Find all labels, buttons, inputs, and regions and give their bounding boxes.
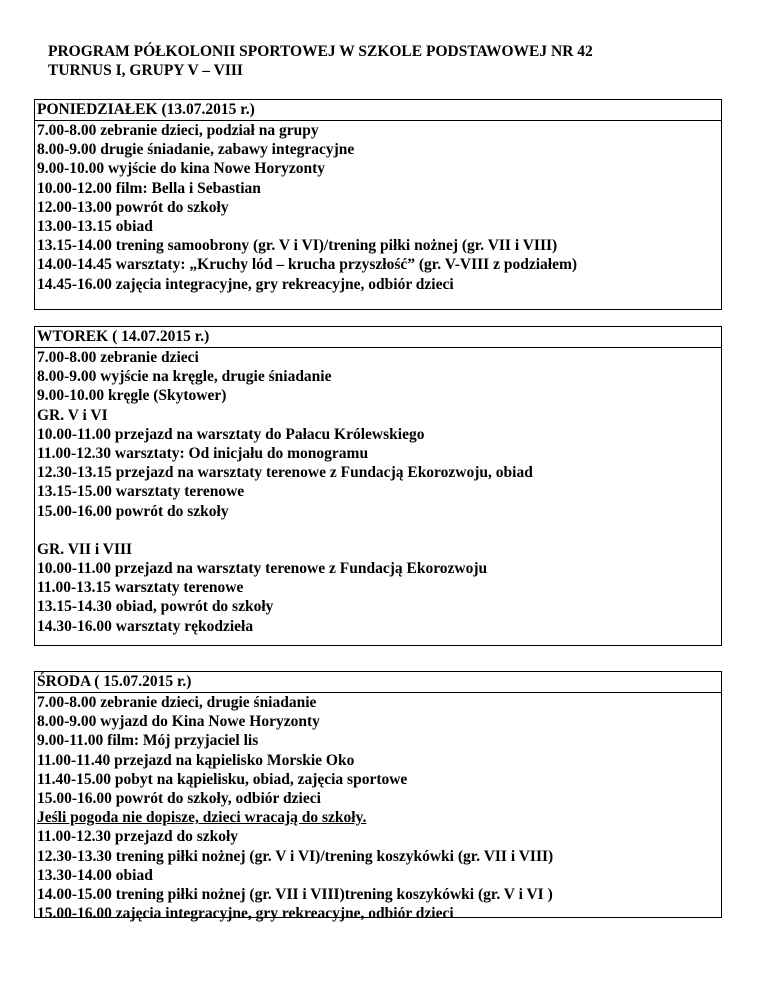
schedule-line: 10.00-12.00 film: Bella i Sebastian xyxy=(37,179,261,197)
schedule-line: 11.40-15.00 pobyt na kąpielisku, obiad, zajęcia sportowe xyxy=(37,770,408,788)
schedule-line: 8.00-9.00 wyjście na kręgle, drugie śniadanie xyxy=(37,368,332,386)
schedule-line: 9.00-10.00 wyjście do kina Nowe Horyzonty xyxy=(37,160,326,178)
schedule-line: 12.30-13.15 przejazd na warsztaty terenowe z Fundacją Ekorozwoju, obiad xyxy=(37,464,533,482)
schedule-line: 15.00-16.00 powrót do szkoły xyxy=(37,502,229,520)
schedule-line: 11.00-12.30 warsztaty: Od inicjału do monogramu xyxy=(37,445,369,463)
schedule-line: 9.00-11.00 film: Mój przyjaciel lis xyxy=(37,732,259,750)
spacer xyxy=(35,521,721,540)
schedule-line: 12.30-13.30 trening piłki nożnej (gr. V i VI)/trening koszykówki (gr. VII i VIII) xyxy=(37,847,554,865)
schedule-line: 7.00-8.00 zebranie dzieci xyxy=(37,349,199,366)
schedule-line: 9.00-10.00 kręgle (Skytower) xyxy=(37,387,227,405)
schedule-line: 13.00-13.15 obiad xyxy=(37,218,153,236)
schedule-line: 7.00-8.00 zebranie dzieci, drugie śniadanie xyxy=(37,694,317,711)
group-heading: GR. V i VI xyxy=(37,406,108,424)
document-title xyxy=(48,42,748,80)
schedule-line: 10.00-11.00 przejazd na warsztaty terenowe z Fundacją Ekorozwoju xyxy=(37,560,488,578)
schedule-line: 14.45-16.00 zajęcia integracyjne, gry rekreacyjne, odbiór dzieci xyxy=(37,275,454,293)
schedule-line: 10.00-11.00 przejazd na warsztaty do Pałacu Królewskiego xyxy=(37,425,425,443)
schedule-line: 8.00-9.00 drugie śniadanie, zabawy integracyjne xyxy=(37,141,355,159)
schedule-line: 11.00-13.15 warsztaty terenowe xyxy=(37,579,244,597)
rain-note: Jeśli pogoda nie dopisze, dzieci wracają do szkoły. xyxy=(37,809,367,827)
wednesday-header: ŚRODA ( 15.07.2015 r.) xyxy=(35,672,721,693)
schedule-line: 13.15-14.00 trening samoobrony (gr. V i VI)/trening piłki nożnej (gr. VII i VIII) xyxy=(37,237,558,255)
schedule-line: 14.00-14.45 warsztaty: „Kruchy lód – krucha przyszłość” (gr. V-VIII z podziałem) xyxy=(37,256,578,274)
schedule-line: 12.00-13.00 powrót do szkoły xyxy=(37,198,229,216)
schedule-line: 13.30-14.00 obiad xyxy=(37,866,153,884)
monday-schedule xyxy=(34,99,722,310)
wednesday-schedule xyxy=(34,671,722,923)
schedule-line: 11.00-11.40 przejazd na kąpielisko Morskie Oko xyxy=(37,751,355,769)
schedule-line: 13.15-14.30 obiad, powrót do szkoły xyxy=(37,598,274,616)
schedule-line: 11.00-12.30 przejazd do szkoły xyxy=(37,828,239,846)
tuesday-header: WTOREK ( 14.07.2015 r.) xyxy=(35,327,721,348)
schedule-line: 15.00-16.00 zajęcia integracyjne, gry rekreacyjne, odbiór dzieci xyxy=(37,905,454,923)
monday-header: PONIEDZIAŁEK (13.07.2015 r.) xyxy=(35,100,721,121)
schedule-line: 7.00-8.00 zebranie dzieci, podział na grupy xyxy=(37,122,319,139)
schedule-line: 15.00-16.00 powrót do szkoły, odbiór dzieci xyxy=(37,790,321,808)
group-heading: GR. VII i VIII xyxy=(37,540,133,558)
title-line-1: PROGRAM PÓŁKOLONII SPORTOWEJ W SZKOLE PODSTAWOWEJ NR 42 xyxy=(48,43,593,60)
title-line-2: TURNUS I, GRUPY V – VIII xyxy=(48,62,243,79)
schedule-line: 8.00-9.00 wyjazd do Kina Nowe Horyzonty xyxy=(37,713,320,731)
schedule-line: 14.30-16.00 warsztaty rękodzieła xyxy=(37,617,254,635)
schedule-line: 13.15-15.00 warsztaty terenowe xyxy=(37,483,245,501)
tuesday-schedule xyxy=(34,326,722,646)
schedule-line: 14.00-15.00 trening piłki nożnej (gr. VII i VIII)trening koszykówki (gr. V i VI ) xyxy=(37,886,553,904)
